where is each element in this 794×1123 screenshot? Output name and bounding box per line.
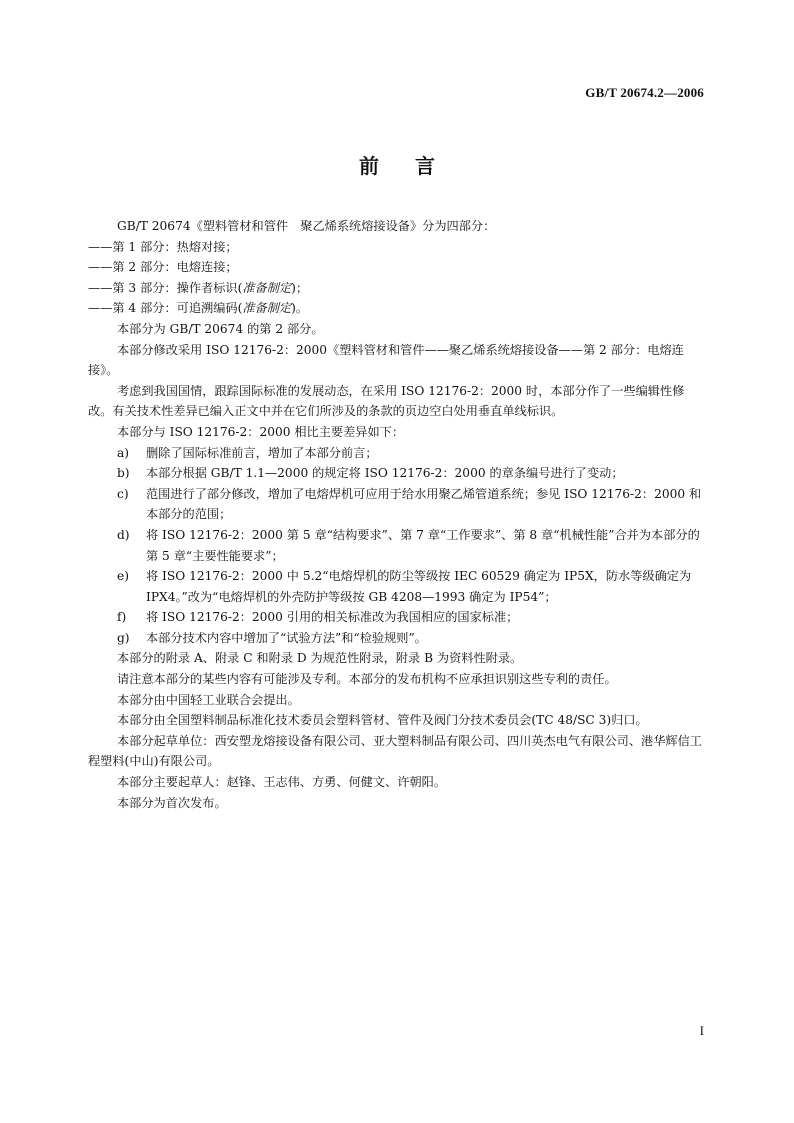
list-text: 将 ISO 12176-2：2000 引用的相关标准改为我国相应的国家标准；: [146, 610, 519, 625]
list-marker: d): [117, 527, 130, 542]
list-item: [117, 443, 704, 464]
page-title: [0, 150, 794, 179]
body-paragraph: 本部分由中国轻工业联合会提出。: [117, 692, 300, 707]
list-item: [117, 484, 704, 525]
list-marker: b): [117, 466, 130, 481]
part-list-item: [88, 298, 704, 319]
part-text: ——第 3 部分：操作者标识(: [88, 280, 243, 295]
list-marker: f): [117, 610, 127, 625]
part-list-item: ——第 2 部分：电熔连接；: [88, 260, 238, 275]
pending-note: 准备制定: [242, 280, 292, 295]
list-text: 将 ISO 12176-2：2000 中 5.2“电熔焊机的防尘等级按 IEC 60529 确定为 IP5X，防水等级确定为 IPX4。”改为“电熔焊机的外壳防护等级按 GB 4208—1993 确定为 IP54”；: [146, 569, 692, 604]
list-item: [117, 566, 704, 607]
list-item: [117, 463, 704, 484]
part-text-end: )。: [291, 301, 309, 316]
page-number: I: [699, 1023, 704, 1038]
standard-number: GB/T 20674.2—2006: [585, 85, 704, 100]
list-text: 将 ISO 12176-2：2000 第 5 章“结构要求”、第 7 章“工作要求”、第 8 章“机械性能”合并为本部分的第 5 章“主要性能要求”；: [146, 527, 700, 563]
list-text: 本部分技术内容中增加了“试验方法”和“检验规则”。: [146, 630, 427, 645]
body-paragraph: 本部分由全国塑料制品标准化技术委员会塑料管材、管件及阀门分技术委员会(TC 48/SC 3)归口。: [117, 713, 648, 728]
body-paragraph: 本部分起草单位：西安塑龙熔接设备有限公司、亚大塑料制品有限公司、四川英杰电气有限公司、港华辉信工程塑料(中山)有限公司。: [88, 733, 702, 769]
body-paragraph: 本部分的附录 A、附录 C 和附录 D 为规范性附录，附录 B 为资料性附录。: [117, 651, 523, 666]
list-marker: a): [117, 445, 130, 460]
list-marker: g): [117, 630, 130, 645]
body-paragraph: 本部分修改采用 ISO 12176-2：2000《塑料管材和管件——聚乙烯系统熔接设备——第 2 部分：电熔连接》。: [88, 342, 684, 378]
list-text: 删除了国际标准前言，增加了本部分前言；: [146, 445, 378, 460]
body-paragraph: 请注意本部分的某些内容有可能涉及专利。本部分的发布机构不应承担识别这些专利的责任。: [117, 672, 617, 687]
part-list-item: ——第 1 部分：热熔对接；: [88, 239, 238, 254]
body-paragraph: 本部分为 GB/T 20674 的第 2 部分。: [117, 321, 324, 336]
list-item: [117, 525, 704, 566]
body-paragraph: 本部分为首次发布。: [117, 795, 227, 810]
foreword-body: [88, 216, 704, 813]
list-item: [117, 607, 704, 628]
part-text: ——第 4 部分：可追溯编码(: [88, 301, 243, 316]
body-paragraph: 本部分与 ISO 12176-2：2000 相比主要差异如下：: [117, 424, 405, 439]
intro-paragraph: GB/T 20674《塑料管材和管件 聚乙烯系统熔接设备》分为四部分：: [117, 219, 496, 233]
part-list-item: [88, 278, 704, 299]
part-text-end: )；: [291, 280, 309, 295]
list-item: [117, 628, 704, 649]
list-marker: e): [117, 569, 129, 584]
pending-note: 准备制定: [242, 301, 292, 316]
list-text: 范围进行了部分修改，增加了电熔焊机可应用于给水用聚乙烯管道系统；参见 ISO 12176-2：2000 和本部分的范围；: [146, 486, 702, 522]
title-char-1: 前: [359, 154, 379, 178]
body-paragraph: 本部分主要起草人：赵锋、王志伟、方勇、何健文、许朝阳。: [117, 775, 447, 790]
list-text: 本部分根据 GB/T 1.1—2000 的规定将 ISO 12176-2：2000 的章条编号进行了变动；: [146, 466, 624, 481]
list-marker: c): [117, 486, 129, 501]
body-paragraph: 考虑到我国国情，跟踪国际标准的发展动态，在采用 ISO 12176-2：2000 时，本部分作了一些编辑性修改。有关技术性差异已编入正文中并在它们所涉及的条款的页边空白处用垂直单线标识。: [88, 383, 685, 419]
difference-list: [117, 443, 704, 649]
title-char-2: 言: [415, 154, 435, 178]
